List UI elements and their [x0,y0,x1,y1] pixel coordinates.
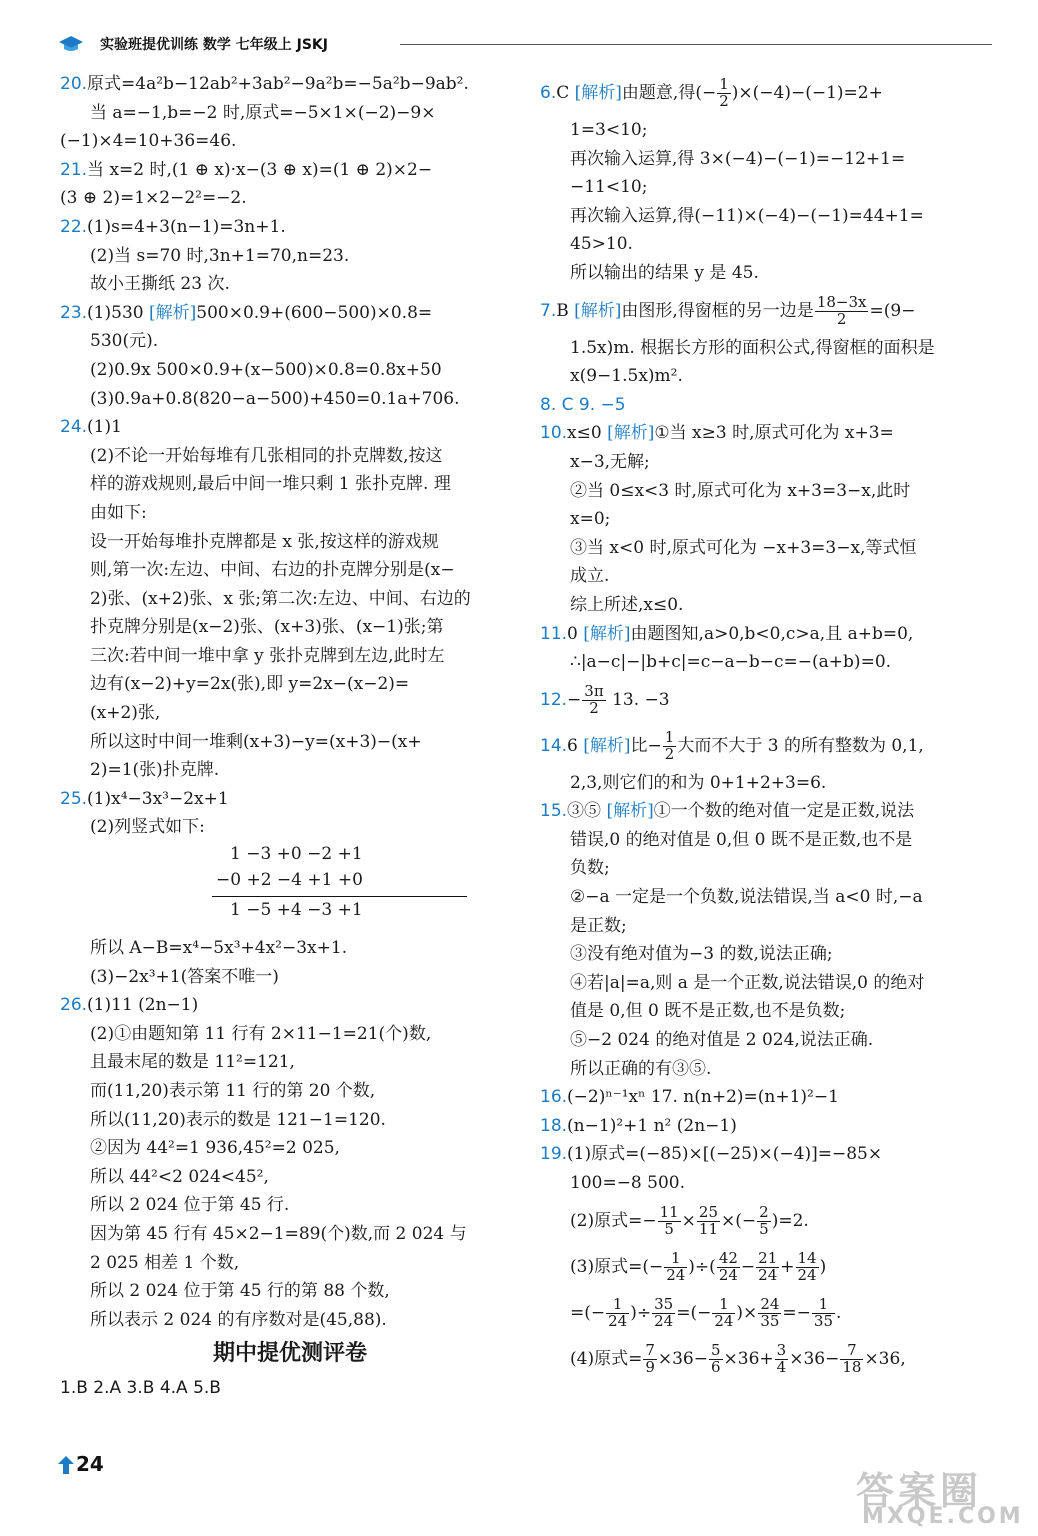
q10-line: 成立. [570,566,610,587]
q15-line: 值是 0,但 0 既不是正数,也不是负数; [570,1001,846,1022]
right-column [540,70,1000,1382]
fraction: $\frac{1}{24}$ [714,1294,734,1330]
q24-line: 所以这时中间一堆剩(x+3)−y=(x+3)−(x+ [90,731,422,752]
q24-line: 三次:若中间一堆中拿 y 张扑克牌到左边,此时左 [90,645,445,666]
q22-line: (2)当 s=70 时,3n+1=70,n=23. [90,245,350,266]
fraction: $\frac{1}{24}$ [666,1248,686,1284]
q16-line: 16.(−2)ⁿ⁻¹xⁿ 17. n(n+2)=(n+1)²−1 [540,1087,839,1108]
q7-line: 7.B [解析]由图形,得窗框的另一边是 $\frac{18-3x}{2}$ =(9− [540,292,916,328]
q23-line: 23.(1)530 [解析]500×0.9+(600−500)×0.8= [60,302,433,323]
q18-line: 18.(n−1)²+1 n² (2n−1) [540,1115,737,1136]
q6-line: −11<10; [570,177,648,198]
q20-line: 当 a=−1,b=−2 时,原式=−5×1×(−2)−9× [90,102,436,123]
q15-line: ⑤−2 024 的绝对值是 2 024,说法正确. [570,1030,874,1051]
vertical-subtraction [120,842,440,934]
q15-line: 15.③⑤ [解析]①一个数的绝对值一定是正数,说法 [540,801,915,822]
fraction: $\frac{24}{35}$ [760,1294,780,1330]
q26-line: 且最末尾的数是 11²=121, [90,1052,295,1073]
q6-line: 45>10. [570,234,633,255]
q6-line: 6.C [解析]由题意,得(− $\frac{1}{2}$ )×(−4)−(−1)=2+ [540,75,883,110]
analysis-tag: [解析] [607,423,655,444]
watermark-logo: 答案圈 [856,1469,983,1513]
q22-line: 22.(1)s=4+3(n−1)=3n+1. [60,216,286,237]
q24-line: 扑克牌分别是(x−2)张、(x+3)张、(x−1)张;第 [90,617,444,638]
q21-line: 21.当 x=2 时,(1 ⊕ x)·x−(3 ⊕ x)=(1 ⊕ 2)×2− [60,159,433,180]
up-arrow-icon [58,1456,74,1474]
q24-line: 则,第一次:左边、中间、右边的扑克牌分别是(x− [90,560,455,581]
q22-line: 故小王撕纸 23 次. [90,274,230,295]
q10-line: x=0; [570,509,611,530]
q15-line: 所以正确的有③⑤. [570,1058,712,1079]
vsub-row: −0 +2 −4 +1 +0 [216,870,363,891]
q11-line: 11.0 [解析]由题图知,a>0,b<0,c>a,且 a+b=0, [540,623,914,644]
q14-line: 2,3,则它们的和为 0+1+2+3=6. [570,772,827,793]
analysis-tag: [解析] [574,83,622,103]
q10-line: ②当 0≤x<3 时,原式可化为 x+3=3−x,此时 [570,480,911,501]
q14-line: 14.6 [解析]比− $\frac{1}{2}$ 大而不大于 3 的所有整数为 0,1, [540,727,924,763]
analysis-tag: [解析] [583,623,631,644]
q15-line: ②−a 一定是一个负数,说法错误,当 a<0 时,−a [570,887,923,908]
q12-line: 12.− $\frac{3\pi}{2}$ 13. −3 [540,681,670,717]
q20-line: 20.原式=4a²b−12ab²+3ab²−9a²b=−5a²b−9ab². [60,74,469,94]
q10-line: x−3,无解; [570,451,650,472]
analysis-tag: [解析] [606,801,654,822]
q23-line: (2)0.9x 500×0.9+(x−500)×0.8=0.8x+50 [90,359,442,380]
q23-line: (3)0.9a+0.8(820−a−500)+450=0.1a+706. [90,388,460,409]
fraction: $\frac{1}{2}$ [664,727,675,763]
fraction: $\frac{42}{24}$ [718,1248,738,1284]
q26-line: 所以(11,20)表示的数是 121−1=120. [90,1109,386,1130]
fraction: $\frac{25}{11}$ [698,1202,719,1238]
q25-line: (3)−2x³+1(答案不唯一) [90,966,279,987]
q10-line: 10.x≤0 [解析]①当 x≥3 时,原式可化为 x+3= [540,423,894,444]
q6-line: 所以输出的结果 y 是 45. [570,262,759,283]
q10-line: ③当 x<0 时,原式可化为 −x+3=3−x,等式恒 [570,537,917,558]
q26-line: 26.(1)11 (2n−1) [60,995,199,1016]
fraction: $\frac{7}{18}$ [842,1340,862,1376]
watermark-url: MXQE.COM [862,1504,1024,1529]
q26-line: 所以表示 2 024 的有序数对是(45,88). [90,1309,387,1330]
q24-line: 2)张、(x+2)张、x 张;第二次:左边、中间、右边的 [90,588,471,609]
page-number [58,1452,104,1476]
page-header [58,34,992,56]
fraction: $\frac{35}{24}$ [654,1294,674,1330]
fraction: $\frac{3}{4}$ [776,1340,787,1376]
q24-line: 边有(x−2)+y=2x(张),即 y=2x−(x−2)= [90,674,410,695]
q26-line: 所以 2 024 位于第 45 行. [90,1195,290,1216]
q6-line: 1=3<10; [570,120,648,140]
fraction: $\frac{14}{24}$ [797,1248,817,1284]
fraction: $\frac{5}{6}$ [711,1340,721,1376]
header-title: 实验班提优训练 数学 七年级上 JSKJ [100,37,328,53]
analysis-tag: [解析] [583,735,631,756]
q26-line: 因为第 45 行有 45×2−1=89(个)数,而 2 024 与 [90,1223,467,1244]
q26-line: 所以 2 024 位于第 45 行的第 88 个数, [90,1281,390,1302]
fraction: $\frac{11}{5}$ [659,1202,679,1238]
vsub-rule [212,896,467,897]
q20-line: (−1)×4=10+36=46. [60,131,237,152]
q15-line: 错误,0 的绝对值是 0,但 0 既不是正数,也不是 [570,829,913,850]
fraction: $\frac{3\pi}{2}$ [584,681,604,717]
q6-line: 再次输入运算,得 3×(−4)−(−1)=−12+1= [570,148,906,169]
q24-line: 样的游戏规则,最后中间一堆只剩 1 张扑克牌. 理 [90,474,451,495]
q11-line: ∴|a−c|−|b+c|=c−a−b−c=−(a+b)=0. [570,652,892,673]
q19-line: 19.(1)原式=(−85)×[(−25)×(−4)]=−85× [540,1144,883,1165]
q21-line: (3 ⊕ 2)=1×2−2²=−2. [60,188,247,209]
q25-line: 所以 A−B=x⁴−5x³+4x²−3x+1. [90,938,348,959]
q26-line: 而(11,20)表示第 11 行的第 20 个数, [90,1081,376,1101]
q19-part3-cont: =(− $\frac{1}{24}$ )÷ $\frac{35}{24}$ =(− $\frac{1}{24}$ )× $\frac{24}{35}$ =− $\frac{1}{35}$ . [570,1294,842,1330]
analysis-tag: [解析] [574,300,622,321]
q15-line: ③没有绝对值为−3 的数,说法正确; [570,944,833,965]
fraction: $\frac{1}{24}$ [608,1294,628,1330]
q25-line: (2)列竖式如下: [90,817,205,838]
q26-line: ②因为 44²=1 936,45²=2 025, [90,1138,340,1159]
q26-line: 2 025 相差 1 个数, [90,1252,240,1273]
q26-line: 所以 44²<2 024<45², [90,1166,269,1187]
vsub-row: 1 −3 +0 −2 +1 [230,844,363,865]
answer-list: 1.B 2.A 3.B 4.A 5.B [60,1378,221,1399]
q23-line: 530(元). [90,331,159,352]
fraction: $\frac{21}{24}$ [758,1248,778,1284]
watermark [856,1460,1026,1530]
q15-line: 负数; [570,858,610,879]
q24-line: (x+2)张, [90,703,161,724]
q8-line: 8. C 9. −5 [540,394,626,415]
fraction: $\frac{2}{5}$ [759,1202,769,1238]
fraction: $\frac{18-3x}{2}$ [816,292,867,328]
q10-line: 综上所述,x≤0. [570,594,684,615]
vsub-row: 1 −5 +4 −3 +1 [230,900,363,921]
q24-line: 24.(1)1 [60,417,122,438]
q25-line: 25.(1)x⁴−3x³−2x+1 [60,788,229,809]
q19-part2: (2)原式=− $\frac{11}{5}$ × $\frac{25}{11}$ ×(− $\frac{2}{5}$ )=2. [570,1202,809,1238]
section-title: 期中提优测评卷 [212,1341,367,1367]
fraction: $\frac{1}{2}$ [719,75,729,110]
header-rule [400,44,992,45]
left-column [60,70,520,1403]
fraction: $\frac{1}{35}$ [813,1294,833,1330]
q15-line: ④若|a|=a,则 a 是一个正数,说法错误,0 的绝对 [570,972,925,993]
page-number-text: 24 [76,1452,104,1476]
q19-part4: (4)原式= $\frac{7}{9}$ ×36− $\frac{5}{6}$ ×36+ $\frac{3}{4}$ ×36− $\frac{7}{18}$ ×36, [570,1340,906,1376]
q19-line: 100=−8 500. [570,1173,686,1193]
graduation-cap-icon [58,34,84,54]
q24-line: 设一开始每堆扑克牌都是 x 张,按这样的游戏规 [90,531,439,552]
q6-line: 再次输入运算,得(−11)×(−4)−(−1)=44+1= [570,205,924,226]
fraction: $\frac{7}{9}$ [645,1340,655,1376]
q26-line: (2)①由题知第 11 行有 2×11−1=21(个)数, [90,1023,432,1044]
q24-line: 由如下: [90,502,147,523]
q7-line: 1.5x)m. 根据长方形的面积公式,得窗框的面积是 [570,337,935,358]
q24-line: 2)=1(张)扑克牌. [90,760,220,781]
q24-line: (2)不论一开始每堆有几张相同的扑克牌数,按这 [90,445,443,466]
q7-line: x(9−1.5x)m². [570,366,683,387]
analysis-tag: [解析] [148,302,197,323]
q19-part3: (3)原式=(− $\frac{1}{24}$ )÷( $\frac{42}{24}$ − $\frac{21}{24}$ + $\frac{14}{24}$ ) [570,1248,827,1284]
q15-line: 是正数; [570,915,627,936]
